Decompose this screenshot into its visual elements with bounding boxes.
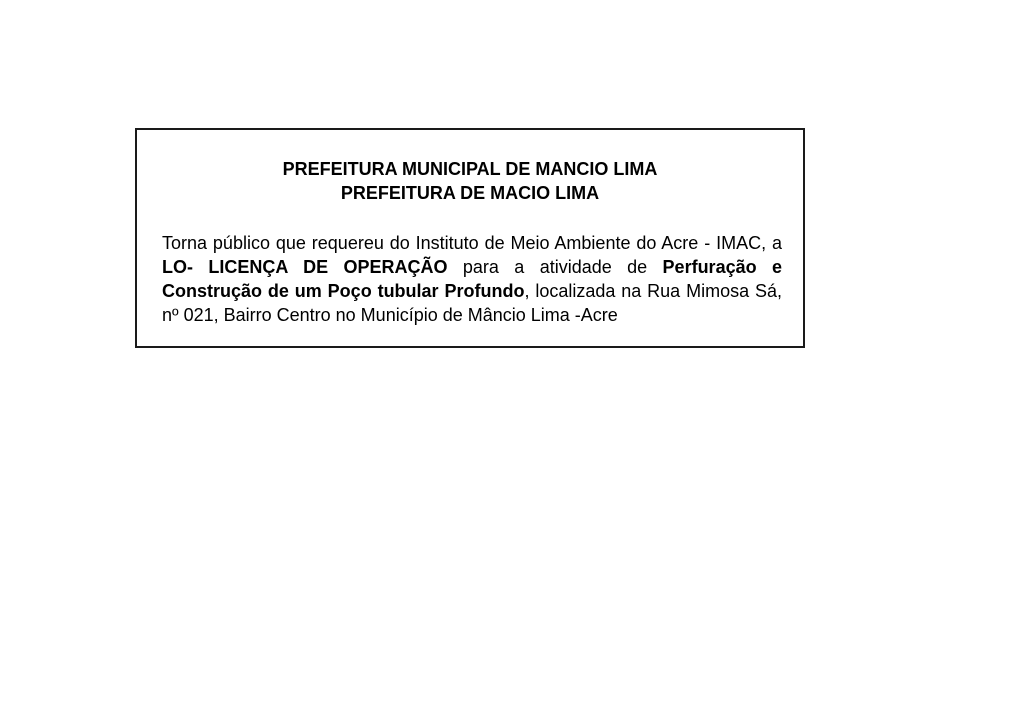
body-text-intro: Torna público que requereu do Instituto de Meio Ambiente do Acre - IMAC, a: [162, 233, 782, 253]
notice-heading: [137, 157, 803, 205]
public-notice-box: [135, 128, 805, 348]
body-text-location: , localizada na Rua Mimosa Sá, nº 021, Bairro Centro no Município de Mâncio Lima -Acre: [162, 281, 782, 325]
body-text-activity: Perfuração e Construção de um Poço tubular Profundo: [162, 257, 782, 301]
body-text-activity-intro: para a atividade de: [447, 257, 663, 277]
heading-line-prefecture: PREFEITURA DE MACIO LIMA: [340, 183, 600, 203]
body-text-license-type: LICENÇA DE OPERAÇÃO: [208, 257, 448, 277]
notice-body-paragraph: [162, 231, 782, 327]
body-text-space: [193, 257, 208, 277]
body-text-lo: LO-: [162, 257, 193, 277]
heading-line-municipality: PREFEITURA MUNICIPAL DE MANCIO LIMA: [282, 159, 658, 179]
